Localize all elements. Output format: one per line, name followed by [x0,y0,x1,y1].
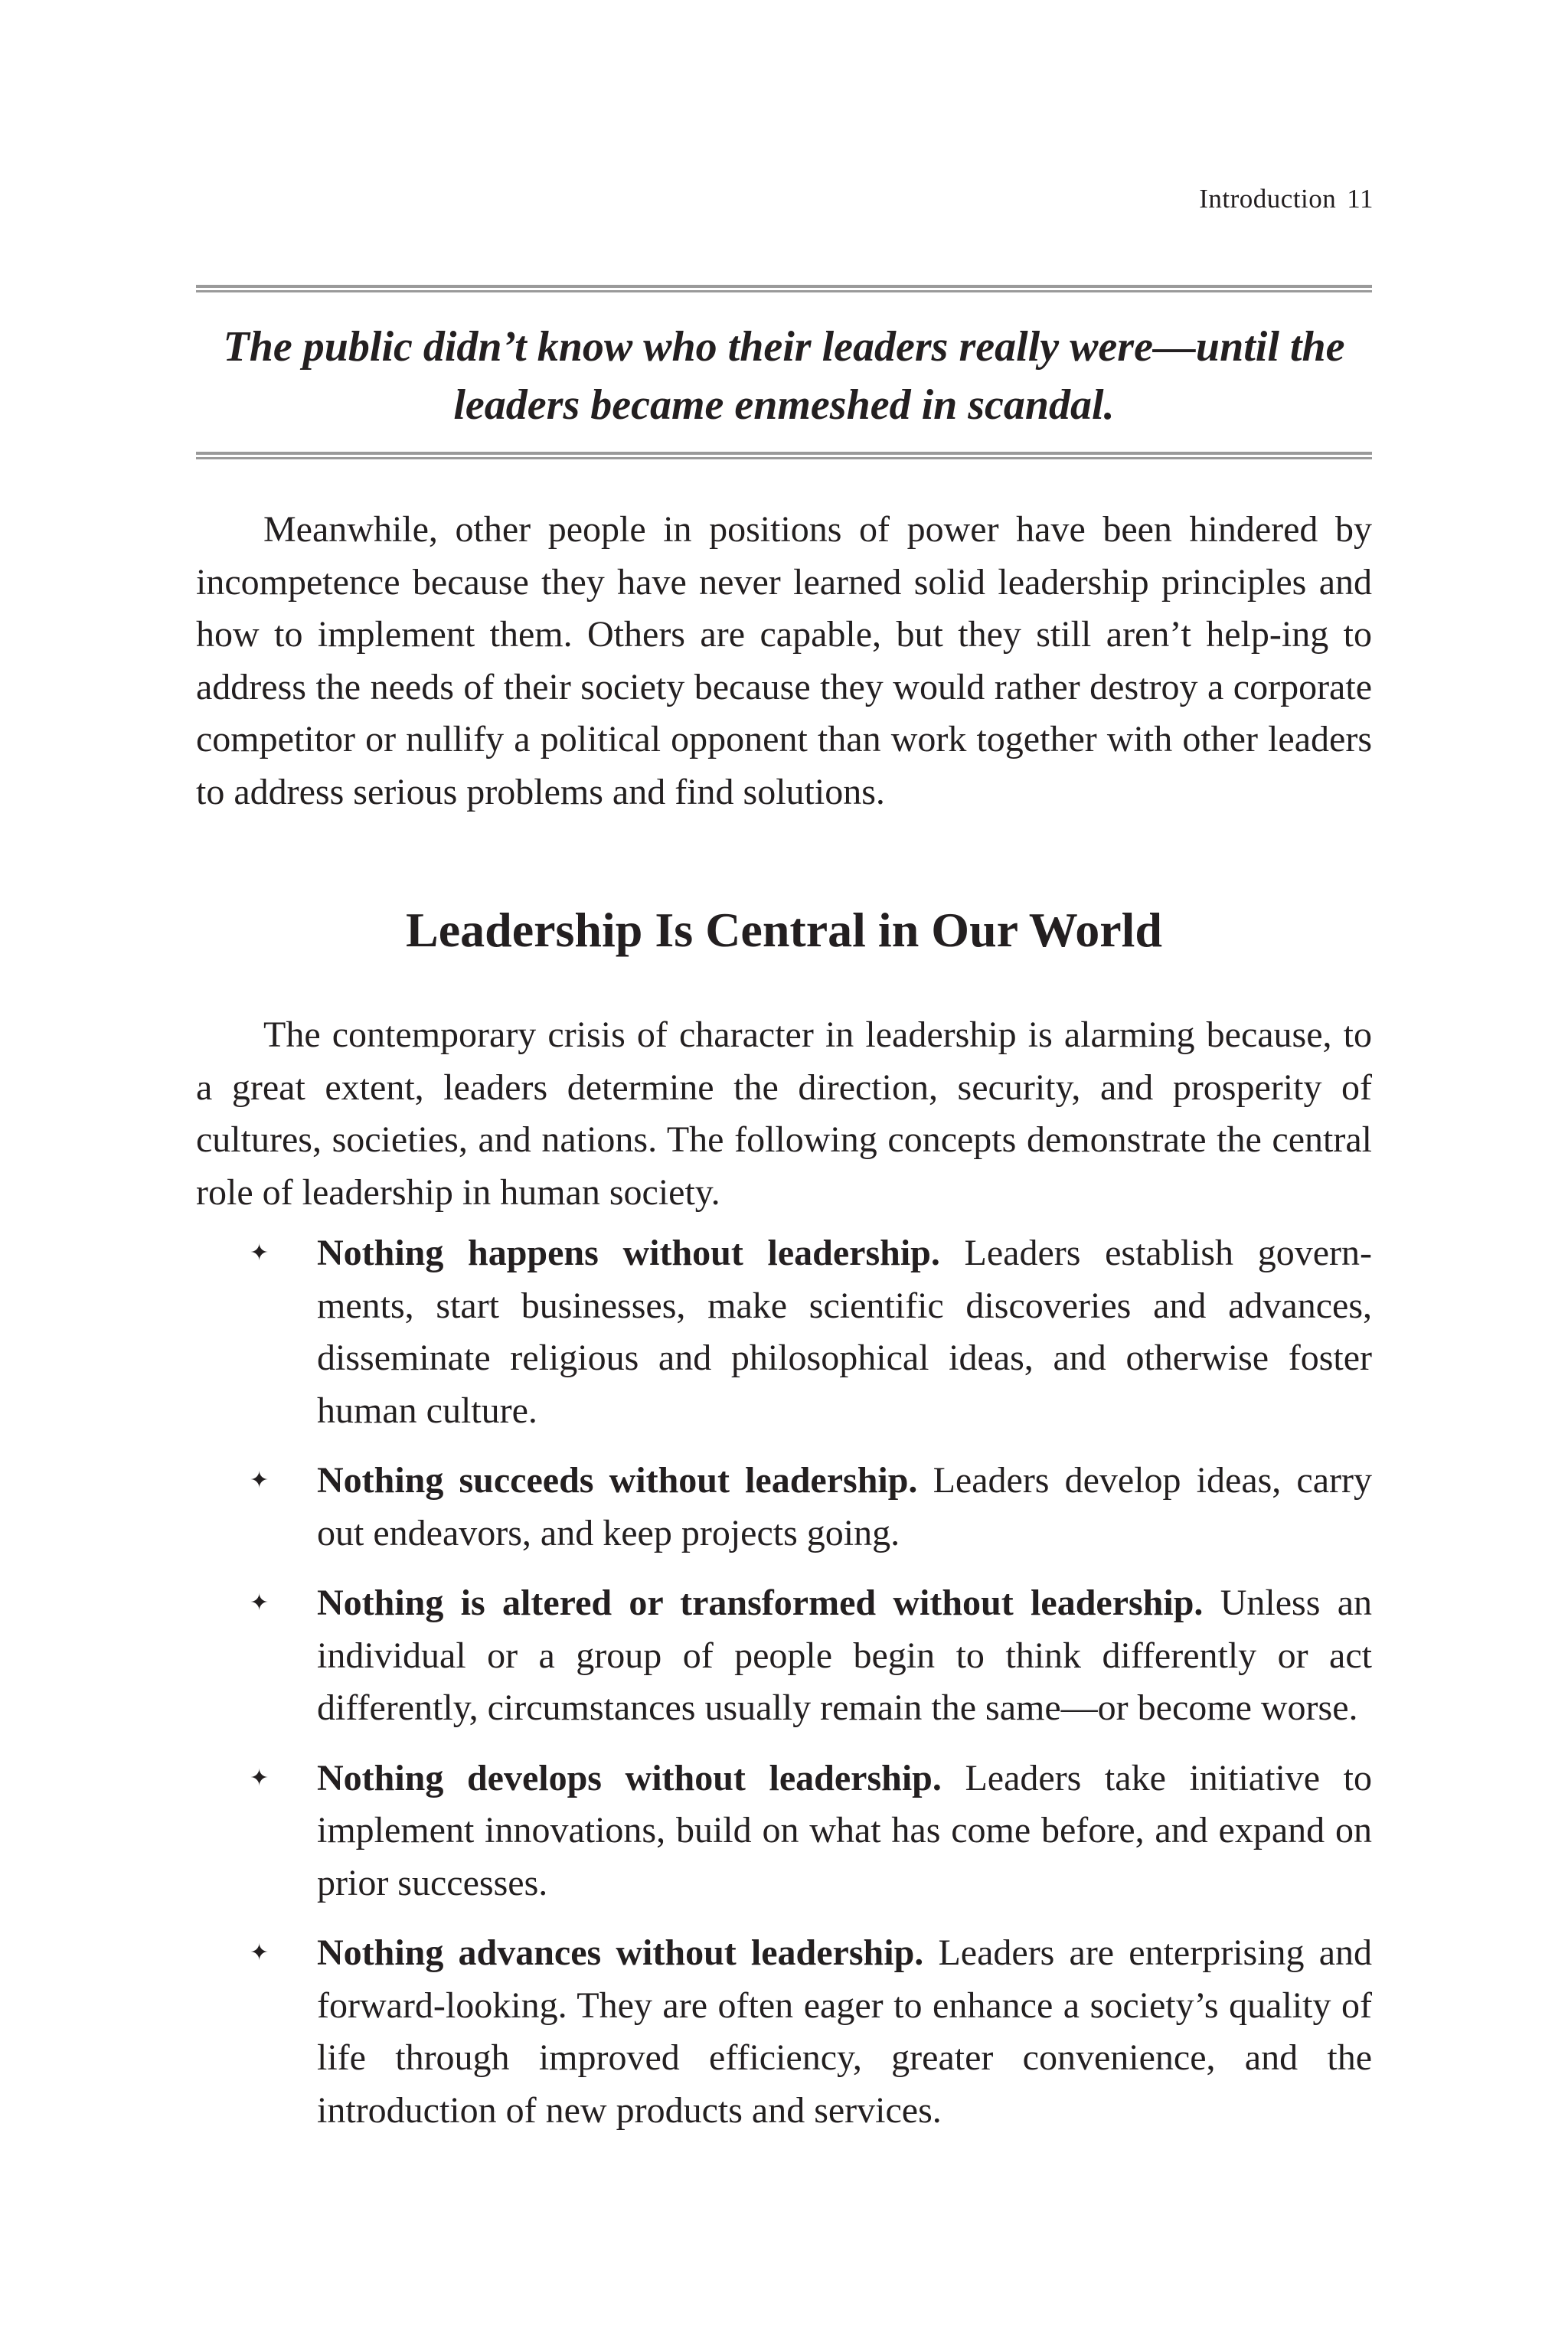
page-number: 11 [1347,184,1374,214]
pullquote: The public didn’t know who their leaders really were—until the leaders became enmeshed in scandal. [223,323,1345,429]
bullet-icon: ✦ [250,1940,270,1965]
bullet-text: Leaders establish govern-ments, start businesses, make scientific discoveries and advances, disseminate religious and philosophical ideas, and otherwise foster human culture. [317,1233,1372,1431]
pullquote-top-rule [196,285,1372,292]
bullet-text: Unless an individual or a group of people begin to think differently or act differently, circumstances usually remain the same—or become worse. [317,1583,1372,1728]
pullquote-bottom-rule [196,452,1372,459]
list-item [196,1227,1372,1437]
list-item [196,1753,1372,1910]
bullet-lead: Nothing is altered or transformed without leadership. [317,1583,1204,1623]
section-heading: Leadership Is Central in Our World [406,903,1162,957]
bullet-list [196,1227,1372,2154]
paragraph-2: The contemporary crisis of character in leadership is alarming because, to a great extent, leaders determine the direction, security, and prosperity of cultures, societies, and nations. The following concepts demonstrate the central role of leadership in human society. [196,1014,1372,1213]
bullet-icon: ✦ [250,1590,270,1615]
bullet-lead: Nothing succeeds without leadership. [317,1460,918,1501]
bullet-icon: ✦ [250,1240,270,1266]
bullet-icon: ✦ [250,1765,270,1791]
bullet-text: Leaders develop ideas, carry out endeavors, and keep projects going. [317,1460,1373,1553]
bullet-text: Leaders are enterprising and forward-looking. They are often eager to enhance a society’s quality of life through improved efficiency, greater convenience, and the introduction of new products and services. [317,1932,1373,2131]
paragraph-1: Meanwhile, other people in positions of power have been hindered by incompetence because they have never learned solid leadership principles and how to implement them. Others are capable, but they still aren’t help-ing to address the needs of their society because they would rather destroy a corporate competitor or nullify a political opponent than work together with other leaders to address serious problems and find solutions. [196,509,1372,812]
list-item [196,1927,1372,2137]
list-item [196,1455,1372,1560]
bullet-lead: Nothing advances without leadership. [317,1932,924,1973]
list-item [196,1577,1372,1735]
bullet-lead: Nothing develops without leadership. [317,1757,942,1798]
running-head [1199,184,1374,214]
running-head-section: Introduction [1199,184,1337,214]
bullet-text: Leaders take initiative to implement innovations, build on what has come before, and expand on prior successes. [317,1757,1373,1903]
bullet-icon: ✦ [250,1468,270,1493]
bullet-lead: Nothing happens without leadership. [317,1233,940,1273]
